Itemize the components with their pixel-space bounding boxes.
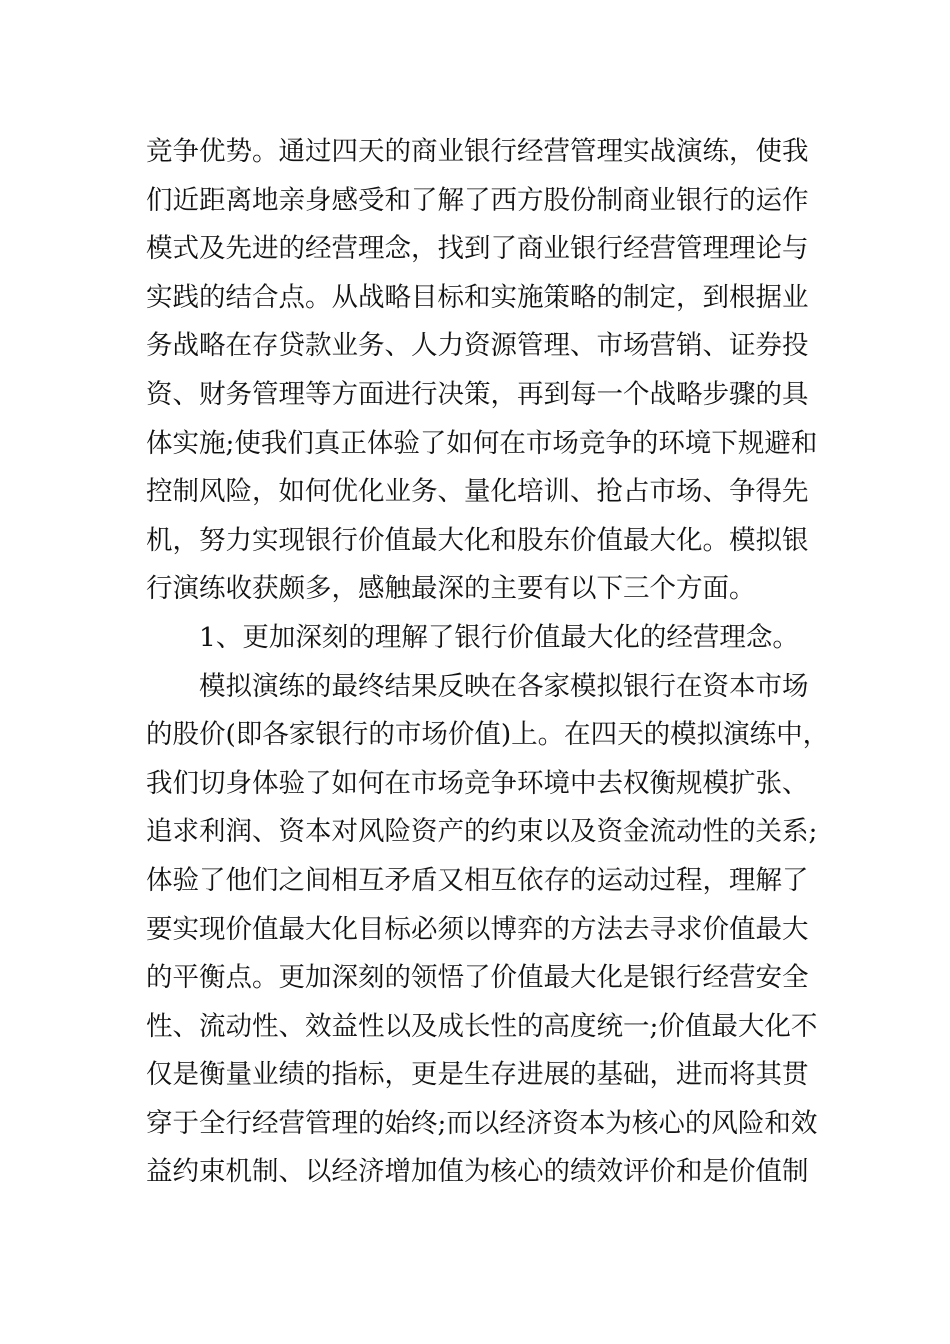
text-line: 要实现价值最大化目标必须以博弈的方法去寻求价值最大: [146, 913, 809, 945]
text-line: 仅是衡量业绩的指标，更是生存进展的基础，进而将其贯: [146, 1059, 809, 1091]
text-line: 体实施;使我们真正体验了如何在市场竞争的环境下规避和: [146, 427, 818, 459]
text-line: 的股价(即各家银行的市场价值)上。在四天的模拟演练中，: [146, 719, 830, 751]
text-line: 体验了他们之间相互矛盾又相互依存的运动过程，理解了: [146, 864, 809, 896]
text-line: 模式及先进的经营理念，找到了商业银行经营管理理论与: [146, 233, 809, 265]
text-line: 资、财务管理等方面进行决策，再到每一个战略步骤的具: [146, 378, 809, 410]
text-line: 竞争优势。通过四天的商业银行经营管理实战演练，使我: [146, 136, 809, 167]
text-line: 们近距离地亲身感受和了解了西方股份制商业银行的运作: [146, 184, 809, 216]
text-line: 行演练收获颇多，感触最深的主要有以下三个方面。: [146, 573, 756, 605]
text-line: 穿于全行经营管理的始终;而以经济资本为核心的风险和效: [146, 1107, 818, 1139]
text-line: 追求利润、资本对风险资产的约束以及资金流动性的关系;: [146, 816, 818, 848]
body-text: [146, 128, 830, 1197]
text-line: 控制风险，如何优化业务、量化培训、抢占市场、争得先: [146, 476, 809, 508]
text-line: 机，努力实现银行价值最大化和股东价值最大化。模拟银: [146, 524, 809, 556]
text-line: 的平衡点。更加深刻的领悟了价值最大化是银行经营安全: [146, 962, 809, 994]
section-heading: 1、更加深刻的理解了银行价值最大化的经营理念。: [199, 621, 799, 653]
text-line: 性、流动性、效益性以及成长性的高度统一;价值最大化不: [146, 1010, 818, 1042]
text-line: 模拟演练的最终结果反映在各家模拟银行在资本市场: [199, 670, 809, 702]
text-line: 实践的结合点。从战略目标和实施策略的制定，到根据业: [146, 281, 809, 313]
text-line: 务战略在存贷款业务、人力资源管理、市场营销、证券投: [146, 330, 809, 362]
text-line: 我们切身体验了如何在市场竞争环境中去权衡规模扩张、: [146, 767, 809, 799]
text-line: 益约束机制、以经济增加值为核心的绩效评价和是价值制: [146, 1156, 809, 1188]
